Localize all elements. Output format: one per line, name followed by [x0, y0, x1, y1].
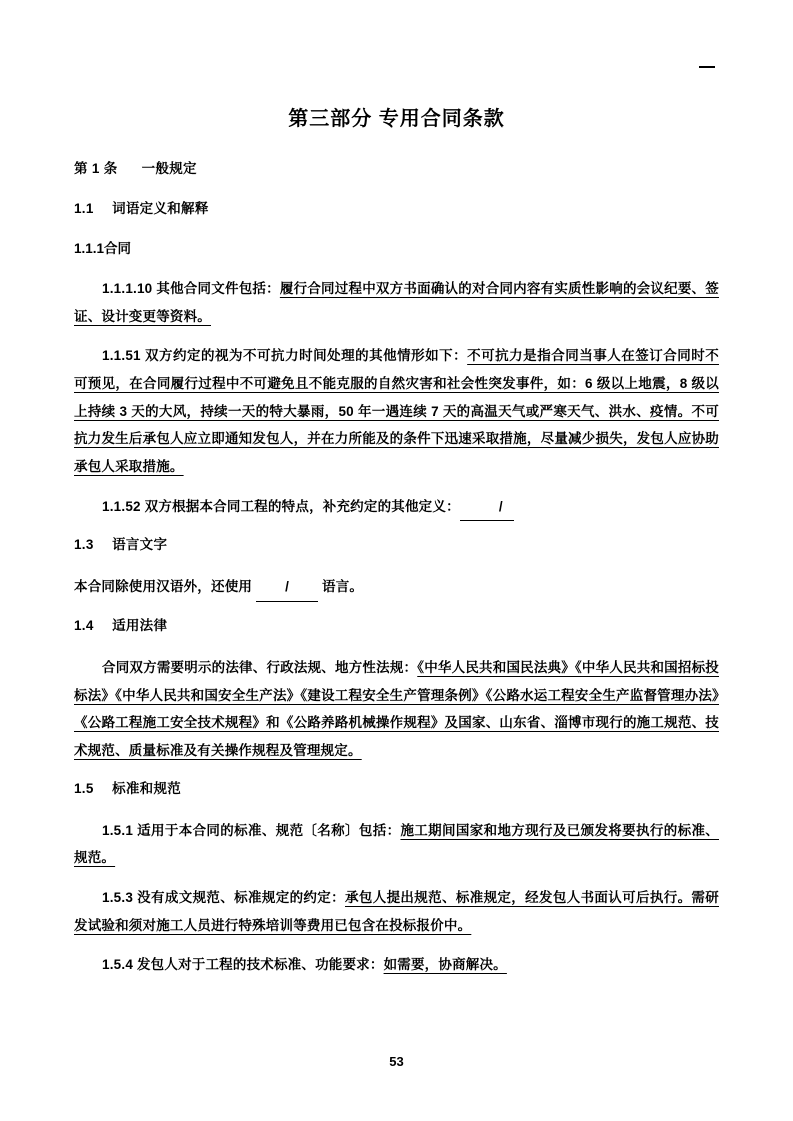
- heading-clause-1-4-number: 1.4: [74, 618, 94, 634]
- clause-1-1-1-10: [74, 275, 719, 330]
- clause-1-5-3-label: 1.5.3 没有成文规范、标准规定的约定：: [102, 890, 345, 906]
- heading-clause-1-5: [74, 777, 719, 797]
- clause-1-1-1-10-label: 1.1.1.10 其他合同文件包括：: [102, 281, 280, 296]
- heading-clause-1-3-text: 语言文字: [112, 537, 168, 553]
- clause-1-3-fill[interactable]: /: [256, 573, 318, 602]
- clause-1-4-body: [74, 654, 719, 765]
- clause-1-1-52: [74, 493, 719, 522]
- heading-clause-1-4: [74, 614, 719, 634]
- clause-1-3-body: [74, 573, 719, 602]
- clause-1-5-4-underlined: 如需要，协商解决。: [383, 957, 507, 973]
- clause-1-5-1-underlined: 施工期间国家和地方现行及已颁发将要执行的标准、规范。: [74, 822, 719, 866]
- heading-clause-1-1: [74, 197, 719, 217]
- heading-clause-1-1-1: 1.1.1合同: [74, 241, 132, 256]
- clause-1-3-prefix: 本合同除使用汉语外，还使用: [74, 579, 253, 595]
- heading-clause-1-5-number: 1.5: [74, 780, 94, 796]
- page-top-mark: [699, 66, 715, 68]
- page-title: 第三部分 专用合同条款: [288, 108, 505, 130]
- clause-1-1-51-underlined: 不可抗力是指合同当事人在签订合同时不可预见，在合同履行过程中不可避免且不能克服的自然灾害和社会性突发事件，如：6 级以上地震，8 级以上持续 3 天的大风，持续一天的特大暴雨，50 年一遇连续 7 天的高温天气或严寒天气、洪水、疫情。不可抗力发生后承包人应立即通知发包人，并在力所能及的条件下迅速采取措施，尽量减少损失，发包人应协助承包人采取措施。: [74, 348, 719, 475]
- clause-1-1-1-10-underlined: 履行合同过程中双方书面确认的对合同内容有实质性影响的会议纪要、签证、设计变更等资料。: [74, 281, 719, 324]
- clause-1-5-4-label: 1.5.4 发包人对于工程的技术标准、功能要求：: [102, 957, 384, 973]
- clause-1-5-1-label: 1.5.1 适用于本合同的标准、规范〔名称〕包括：: [102, 822, 401, 838]
- clause-1-5-1: [74, 817, 719, 872]
- heading-clause-1-5-text: 标准和规范: [112, 780, 182, 796]
- heading-clause-1-1-number: 1.1: [74, 201, 94, 216]
- clause-1-1-52-label: 1.1.52 双方根据本合同工程的特点，补充约定的其他定义：: [102, 498, 460, 514]
- clause-1-5-3-underlined: 承包人提出规范、标准规定，经发包人书面认可后执行。需研发试验和须对施工人员进行特殊培训等费用已包含在投标报价中。: [74, 890, 719, 933]
- clause-1-4-label: 合同双方需要明示的法律、行政法规、地方性法规：: [102, 660, 418, 676]
- clause-1-5-3: [74, 884, 719, 939]
- clause-1-1-51-label: 1.1.51 双方约定的视为不可抗力时间处理的其他情形如下：: [102, 348, 468, 364]
- clause-1-3-suffix: 语言。: [322, 579, 364, 595]
- clause-1-4-underlined: 《中华人民共和国民法典》《中华人民共和国招标投标法》《中华人民共和国安全生产法》《建设工程安全生产管理条例》《公路水运工程安全生产监督管理办法》《公路工程施工安全技术规程》和《公路养路机械操作规程》及国家、山东省、淄博市现行的施工规范、技术规范、质量标准及有关操作规程及管理规定。: [74, 660, 719, 759]
- heading-clause-1-3-number: 1.3: [74, 537, 94, 553]
- heading-article-1: [74, 157, 719, 177]
- heading-article-1-number: 第 1 条: [74, 161, 118, 176]
- page-number: 53: [389, 1054, 404, 1069]
- heading-clause-1-4-text: 适用法律: [112, 618, 168, 634]
- clause-1-1-52-fill[interactable]: /: [460, 493, 514, 522]
- heading-clause-1-1-text: 词语定义和解释: [112, 201, 209, 216]
- heading-clause-1-3: [74, 533, 719, 553]
- heading-article-1-text: 一般规定: [141, 161, 197, 176]
- clause-1-5-4: [74, 951, 719, 979]
- clause-1-1-51: [74, 342, 719, 480]
